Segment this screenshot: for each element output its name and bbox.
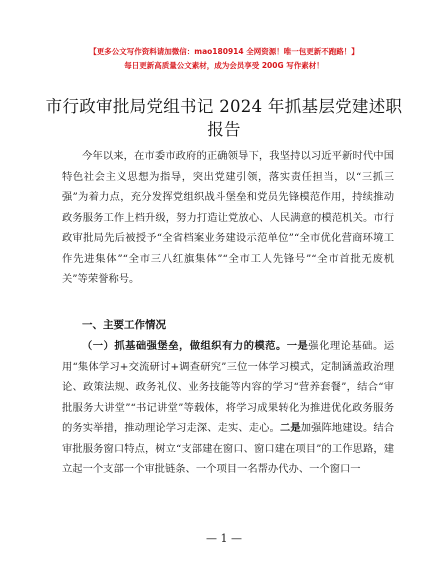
document-title: 市行政审批局党组书记 2024 年抓基层党建述职报告 (45, 97, 403, 139)
point-1-body: 强化理论基础。运用“集体学习+交流研讨+调查研究”三位一体学习模式，定制涵盖政治理论、政策法规、政务礼仪、业务技能等内容的学习“营养套餐”，结合“审批服务大讲堂”“书记讲堂”等载体，将学习成果转化为推进优化政务服务的务实举措，推动理论学习走深、走实、走心。 (62, 340, 395, 434)
point-2-lead: 二是 (279, 422, 301, 434)
section-heading-1: 一、主要工作情况 (82, 319, 166, 331)
point-1-lead: 一是 (286, 340, 309, 352)
paragraph-1-lead: （一）抓基础强堡垒，做组织有力的模范。 (82, 340, 287, 352)
point-2-body: 加强阵地建设。结合审批服务窗口特点，树立“支部建在窗口、窗口建在项目”的工作思路，建立起一个支部一个审批链条、一个项目一名帮办代办、一个窗口一 (62, 422, 395, 475)
promo-banner-line-1: 【更多公文写作资料请加微信：mao180914 全网资源！唯一包更新不跑路！】 (89, 47, 359, 56)
paragraph-1 (62, 336, 394, 480)
promo-banner-line-2: 每日更新高质量公文素材，成为会员享受 200G 写作素材！ (124, 61, 324, 70)
page-number: — 1 — (206, 532, 242, 545)
intro-paragraph: 今年以来，在市委市政府的正确领导下，我坚持以习近平新时代中国特色社会主义思想为指导，突出党建引领，落实责任担当，以“三抓三强”为着力点，充分发挥党组织战斗堡垒和党员先锋模范作用，持续推动政务服务工作上档升级，努力打造让党放心、人民满意的模范机关。市行政审批局先后被授予“全省档案业务建设示范单位”“全市优化营商环境工作先进集体”“全市三八红旗集体”“全市工人先锋号”“全市首批无废机关”等荣誉称号。 (62, 150, 394, 285)
